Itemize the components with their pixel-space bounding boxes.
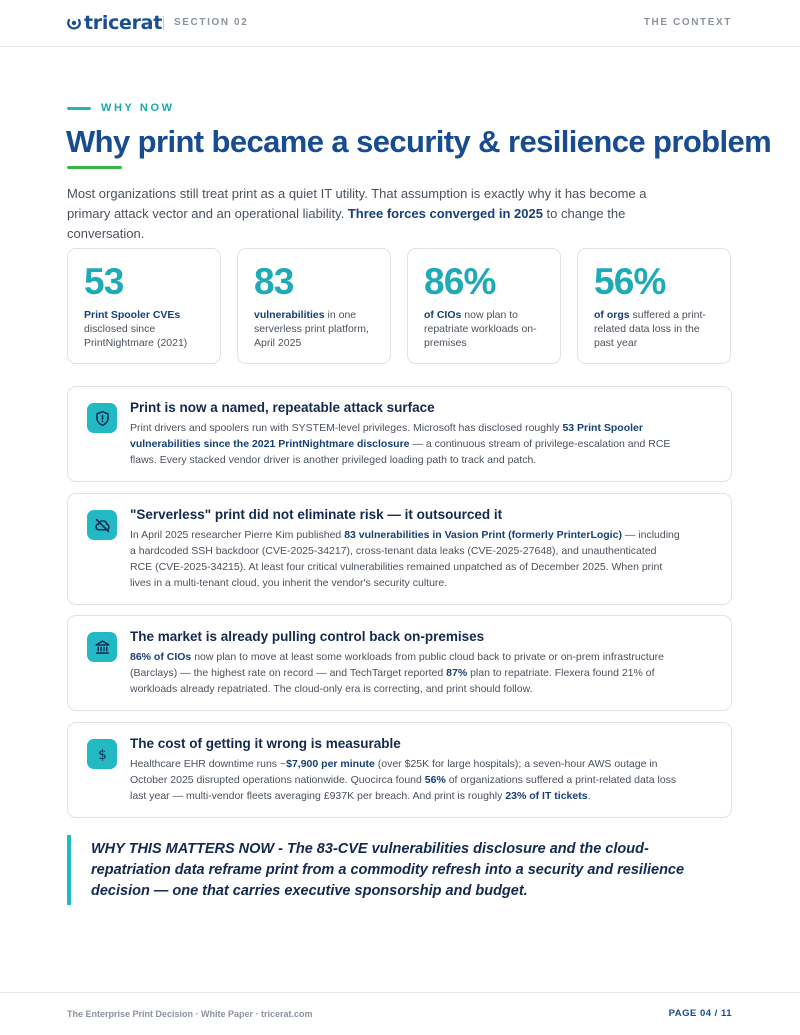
card-body-text: Print drivers and spoolers run with SYSTEM-level privileges. Microsoft has disclosed roughly [130,422,563,434]
header-divider [163,16,164,30]
stat-card [67,248,221,364]
card-body-text: Healthcare EHR downtime runs ~ [130,758,287,770]
card-body [130,649,680,697]
card-body-text: . [587,790,591,802]
eyebrow: WHY NOW [101,102,175,114]
stat-highlight: Print Spooler CVEs [84,309,181,321]
card-body-text: In April 2025 researcher Pierre Kim published [130,529,345,541]
context-label: THE CONTEXT [643,17,732,28]
card-body-text: now plan to move at least some workloads from public cloud back to private or on-prem infrastructure (Barclays) — the highest rate on record — and TechTarget reported [130,651,664,679]
card-body-text: plan to repatriate. Flexera found 21% of workloads already repatriated. The cloud-only era is correcting, and print should follow. [130,667,655,695]
page-title: Why print became a security & resilience problem [66,124,772,159]
bank-icon [87,632,117,662]
card-body-text: of organizations suffered a print-related data loss last year — multi-vendor fleets averaging £937K per breach. And print is roughly [130,774,677,802]
stat-description [424,308,548,350]
card-title: The market is already pulling control back on-premises [130,629,485,644]
stat-card [407,248,561,364]
title-underline [67,166,122,169]
stat-card [237,248,391,364]
card-cost [67,722,732,818]
intro-bold: Three forces converged in 2025 [347,206,543,221]
card-body-highlight: 23% of IT tickets [505,790,588,802]
card-body-text: (over $25K for large hospitals); a seven-hour AWS outage in October 2025 disrupted operations nationwide. Quocirca found [130,758,658,786]
page-header [0,0,800,47]
card-attack-surface [67,386,732,482]
card-body-text: — including a hardcoded SSH backdoor (CVE-2025-34217), cross-tenant data leaks (CVE-2025-27648), and unauthenticated RCE (CVE-2025-34215). At least four critical vulnerabilities remained unpatched as of December 2025. When print lives in a multi-tenant cloud, you inherit the vendor's security culture. [130,529,680,589]
card-title: The cost of getting it wrong is measurable [130,736,401,751]
stat-description [594,308,718,350]
section-label: SECTION 02 [174,17,249,28]
stat-card [577,248,731,364]
page-number: PAGE 04 / 11 [668,1008,732,1019]
card-body-highlight: 86% of CIOs [130,651,192,663]
intro-paragraph [67,184,687,244]
card-body [130,527,680,591]
card-body [130,756,680,804]
stat-rest: disclosed since PrintNightmare (2021) [84,323,188,349]
dollar-icon [87,739,117,769]
card-body-text: — a continuous stream of privilege-escalation and RCE flaws. Every stacked vendor driver is another privileged loading path to track and patch. [130,438,671,466]
stat-highlight: of CIOs [424,309,462,321]
cloud-off-icon [87,510,117,540]
eyebrow-line [67,107,91,110]
stat-value: 86% [424,261,496,302]
stat-value: 83 [254,261,294,302]
svg-text:$: $ [97,746,107,763]
card-serverless [67,493,732,605]
callout-quote: WHY THIS MATTERS NOW - The 83-CVE vulnerabilities disclosure and the cloud-repatriation data reframe print from a commodity refresh into a security and resilience decision — one that carries executive sponsorship and budget. [91,841,685,899]
intro-text-1: Most organizations still treat print as a quiet IT utility. That assumption is exactly why it has become a primary attack vector and an operational liability. [67,186,647,221]
tricerat-logo-icon [66,15,82,31]
logo [66,12,162,34]
card-title: Print is now a named, repeatable attack surface [130,400,435,415]
stat-highlight: of orgs [594,309,630,321]
stat-description [84,308,208,350]
stat-rest: in one serverless print platform, April 2025 [254,309,369,349]
footer-divider [0,992,800,993]
shield-icon [87,403,117,433]
stat-value: 53 [84,261,124,302]
card-body [130,420,680,468]
footer-source: The Enterprise Print Decision · White Paper · tricerat.com [67,1009,313,1019]
card-body-highlight: 53 Print Spooler vulnerabilities since the 2021 PrintNightmare disclosure [130,422,643,450]
logo-text: tricerat [84,12,162,34]
stats-row [67,248,733,366]
card-body-highlight: $7,900 per minute [286,758,375,770]
card-title: "Serverless" print did not eliminate risk — it outsourced it [130,507,503,522]
stat-highlight: vulnerabilities [254,309,325,321]
card-body-highlight: 56% [424,774,446,786]
stat-value: 56% [594,261,666,302]
stat-rest: now plan to repatriate workloads on-premises [424,309,537,349]
card-body-highlight: 87% [446,667,468,679]
intro-text-2: to change the conversation. [67,206,626,241]
card-market [67,615,732,711]
callout-accent-bar [67,835,71,905]
stat-rest: suffered a print-related data loss in the past year [594,309,706,349]
card-body-highlight: 83 vulnerabilities in Vasion Print (formerly PrinterLogic) [344,529,622,541]
stat-description [254,308,378,350]
